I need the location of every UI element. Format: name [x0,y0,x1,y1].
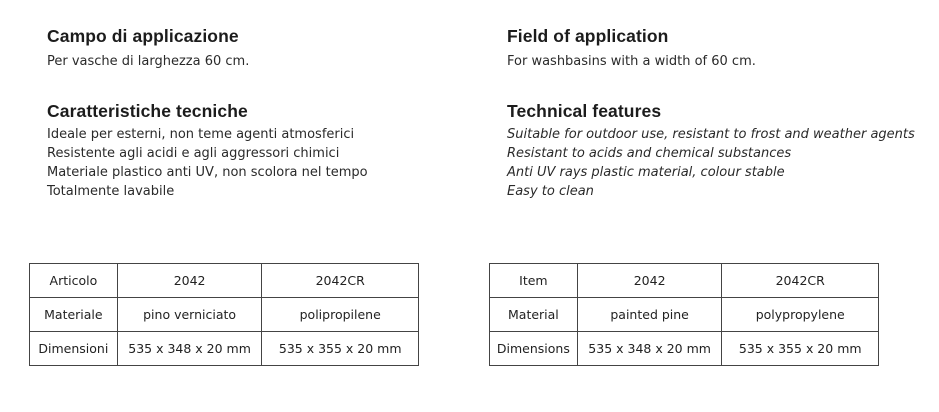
feature-item: Totalmente lavabile [47,184,175,199]
table-cell: 535 x 348 x 20 mm [117,332,262,366]
table-cell: 535 x 348 x 20 mm [577,332,722,366]
feature-item: Ideale per esterni, non teme agenti atmosferici [47,127,355,142]
table-row [30,298,419,332]
field-of-application-text-en: For washbasins with a width of 60 cm. [507,54,756,69]
table-cell: Material [490,298,578,332]
feature-item: Resistente agli acidi e agli aggressori chimici [47,146,340,161]
field-of-application-heading-en: Field of application [507,26,669,46]
table-cell: polypropylene [722,298,879,332]
table-row [490,264,879,298]
feature-item: Materiale plastico anti UV, non scolora nel tempo [47,165,368,180]
table-cell: 535 x 355 x 20 mm [262,332,419,366]
table-cell: 2042 [117,264,262,298]
table-cell: Item [490,264,578,298]
table-cell: 2042CR [262,264,419,298]
spec-table-en [489,263,879,366]
table-row [490,298,879,332]
technical-features-heading-it: Caratteristiche tecniche [47,101,248,121]
table-row [30,332,419,366]
features-list-it [47,125,368,201]
feature-item: Suitable for outdoor use, resistant to frost and weather agents [507,127,915,142]
spec-table-it [29,263,419,366]
feature-item: Anti UV rays plastic material, colour stable [507,165,785,180]
features-list-en [507,125,915,201]
table-cell: Dimensions [490,332,578,366]
field-of-application-heading-it: Campo di applicazione [47,26,239,46]
table-cell: pino verniciato [117,298,262,332]
table-cell: painted pine [577,298,722,332]
table-cell: polipropilene [262,298,419,332]
table-cell: 2042 [577,264,722,298]
table-cell: Articolo [30,264,118,298]
table-cell: Dimensioni [30,332,118,366]
table-cell: 535 x 355 x 20 mm [722,332,879,366]
feature-item: Easy to clean [507,184,594,199]
table-row [30,264,419,298]
table-row [490,332,879,366]
table-cell: Materiale [30,298,118,332]
field-of-application-text-it: Per vasche di larghezza 60 cm. [47,54,250,69]
table-cell: 2042CR [722,264,879,298]
feature-item: Resistant to acids and chemical substances [507,146,792,161]
technical-features-heading-en: Technical features [507,101,662,121]
